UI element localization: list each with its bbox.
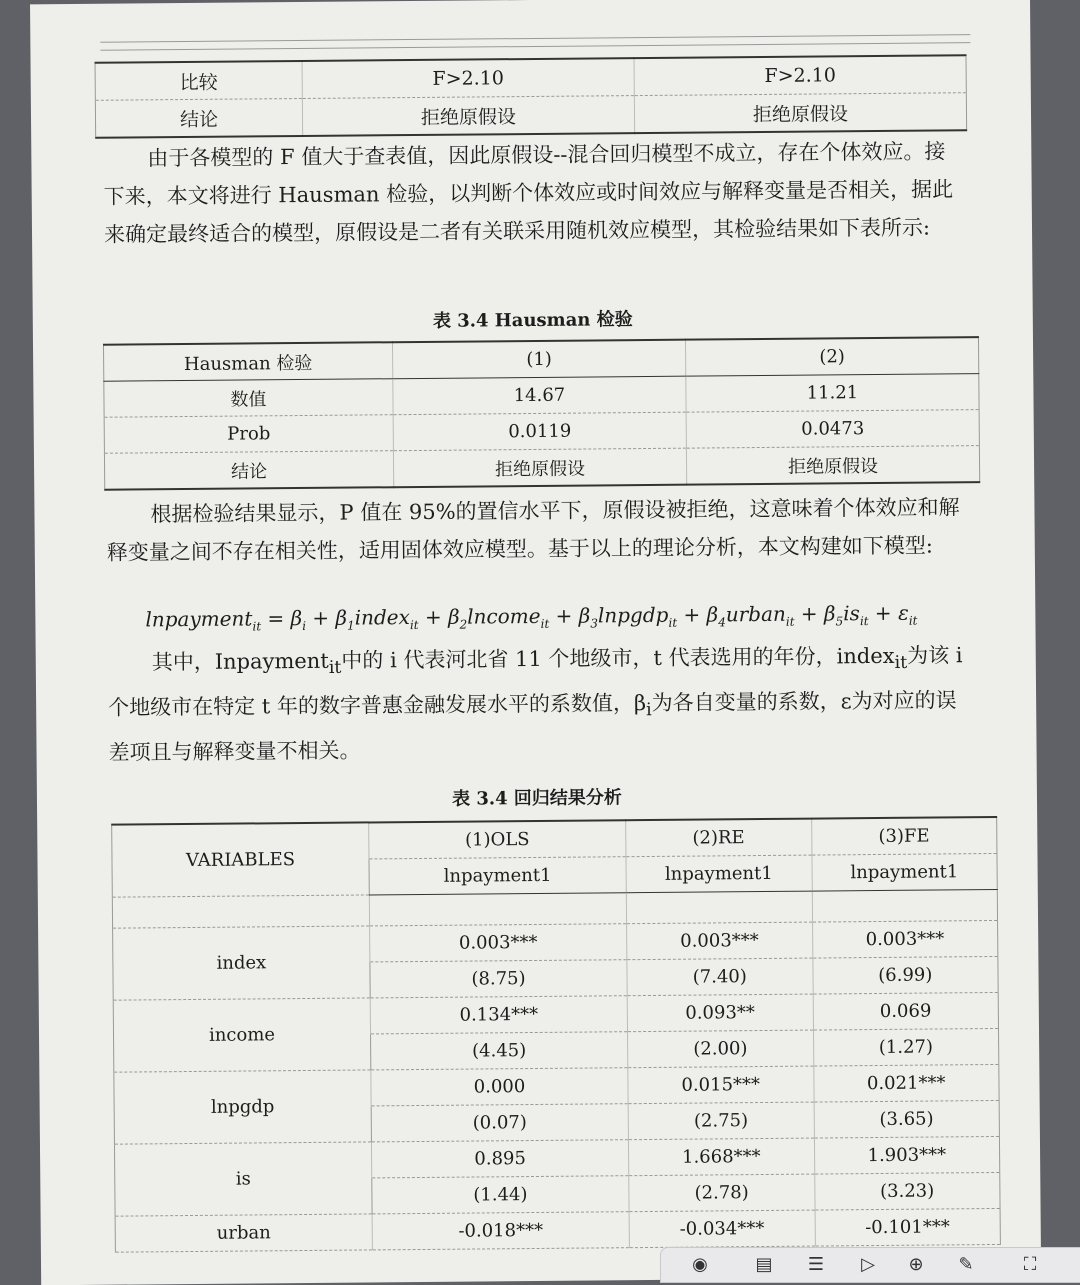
table-row: (4.45) (2.00) (1.27) <box>114 1028 999 1072</box>
paragraph-model-choice: 根据检验结果显示，P 值在 95%的置信水平下，原假设被拒绝，这意味着个体效应和解释变量之间不存在相关性，适用固体效应模型。基于以上的理论分析，本文构建如下模型: <box>106 495 960 565</box>
regression-table <box>111 816 1001 1253</box>
table-header-row: VARIABLES (1)OLS (2)RE (3)FE <box>112 817 997 861</box>
regression-formula: lnpayment$_{it}$ = $\beta_i$ + $\beta_1index_{it}$ + $\beta_2lncome_{it}$ + $\beta_3lnpgdp_{it}$ + $\beta_4urban_{it} + \beta_5is_{it} + \varepsilon_{it}$ <box>145 600 918 634</box>
table-header-row: Hausman 检验 (1) (2) <box>103 337 978 381</box>
paragraph-variable-definitions: 其中，Inpayment$_{it}$中的 i 代表河北省 11 个地级市，t 代表选用的年份，index$_{it}$为该 i 个地级市在特定 t 年的数字普惠金融发展水平的系数值，$\beta_i$为各自变量的系数，ε为对应的误差项且与解释变量不相关。 <box>108 643 963 766</box>
table-row: (0.07) (2.75) (3.65) <box>114 1100 999 1144</box>
table-row: 比较 F>2.10 F>2.10 <box>95 55 966 100</box>
fullscreen-icon[interactable]: ⛶ <box>1023 1254 1037 1275</box>
eye-icon[interactable]: ◉ <box>692 1254 708 1275</box>
table-row: (1.44) (2.78) (3.23) <box>115 1172 1000 1216</box>
table-row: is 0.895 1.668*** 1.903*** <box>114 1136 999 1180</box>
list-icon[interactable]: ☰ <box>807 1254 825 1275</box>
table-row: 结论 拒绝原假设 拒绝原假设 <box>104 446 979 490</box>
globe-icon[interactable]: ⊕ <box>908 1254 924 1275</box>
table-row: lnpgdp 0.000 0.015*** 0.021*** <box>114 1064 999 1108</box>
table-row: urban -0.018*** -0.034*** -0.101*** <box>115 1208 1000 1252</box>
hausman-caption: 表 3.4 Hausman 检验 <box>432 309 633 332</box>
table-row: 结论 拒绝原假设 拒绝原假设 <box>95 93 966 138</box>
document-page <box>30 0 1041 1285</box>
header-rule <box>100 34 970 43</box>
table-header-row: lnpayment1 lnpayment1 lnpayment1 <box>112 853 997 897</box>
play-icon[interactable]: ▷ <box>861 1254 875 1275</box>
pen-icon[interactable]: ✎ <box>958 1254 974 1275</box>
hausman-table <box>103 336 980 491</box>
table-row: index 0.003*** 0.003*** 0.003*** <box>113 920 998 964</box>
table-row: (8.75) (7.40) (6.99) <box>113 956 998 1000</box>
f-test-table <box>95 54 968 139</box>
paragraph-hausman-intro: 由于各模型的 F 值大于查表值，因此原假设--混合回归模型不成立，存在个体效应。接下来，本文将进行 Hausman 检验，以判断个体效应或时间效应与解释变量是否相关，据此来确定最终适合的模型，原假设是二者有关联采用随机效应模型，其检验结果如下表所示: <box>103 139 954 247</box>
table-row: 数值 14.67 11.21 <box>104 374 979 418</box>
regression-caption: 表 3.4 回归结果分析 <box>451 787 622 810</box>
header-rule <box>100 42 970 51</box>
viewer-toolbar <box>660 1247 1080 1283</box>
page-icon[interactable]: ▤ <box>755 1254 773 1275</box>
table-row: Prob 0.0119 0.0473 <box>104 410 979 454</box>
table-row: income 0.134*** 0.093** 0.069 <box>113 992 998 1036</box>
